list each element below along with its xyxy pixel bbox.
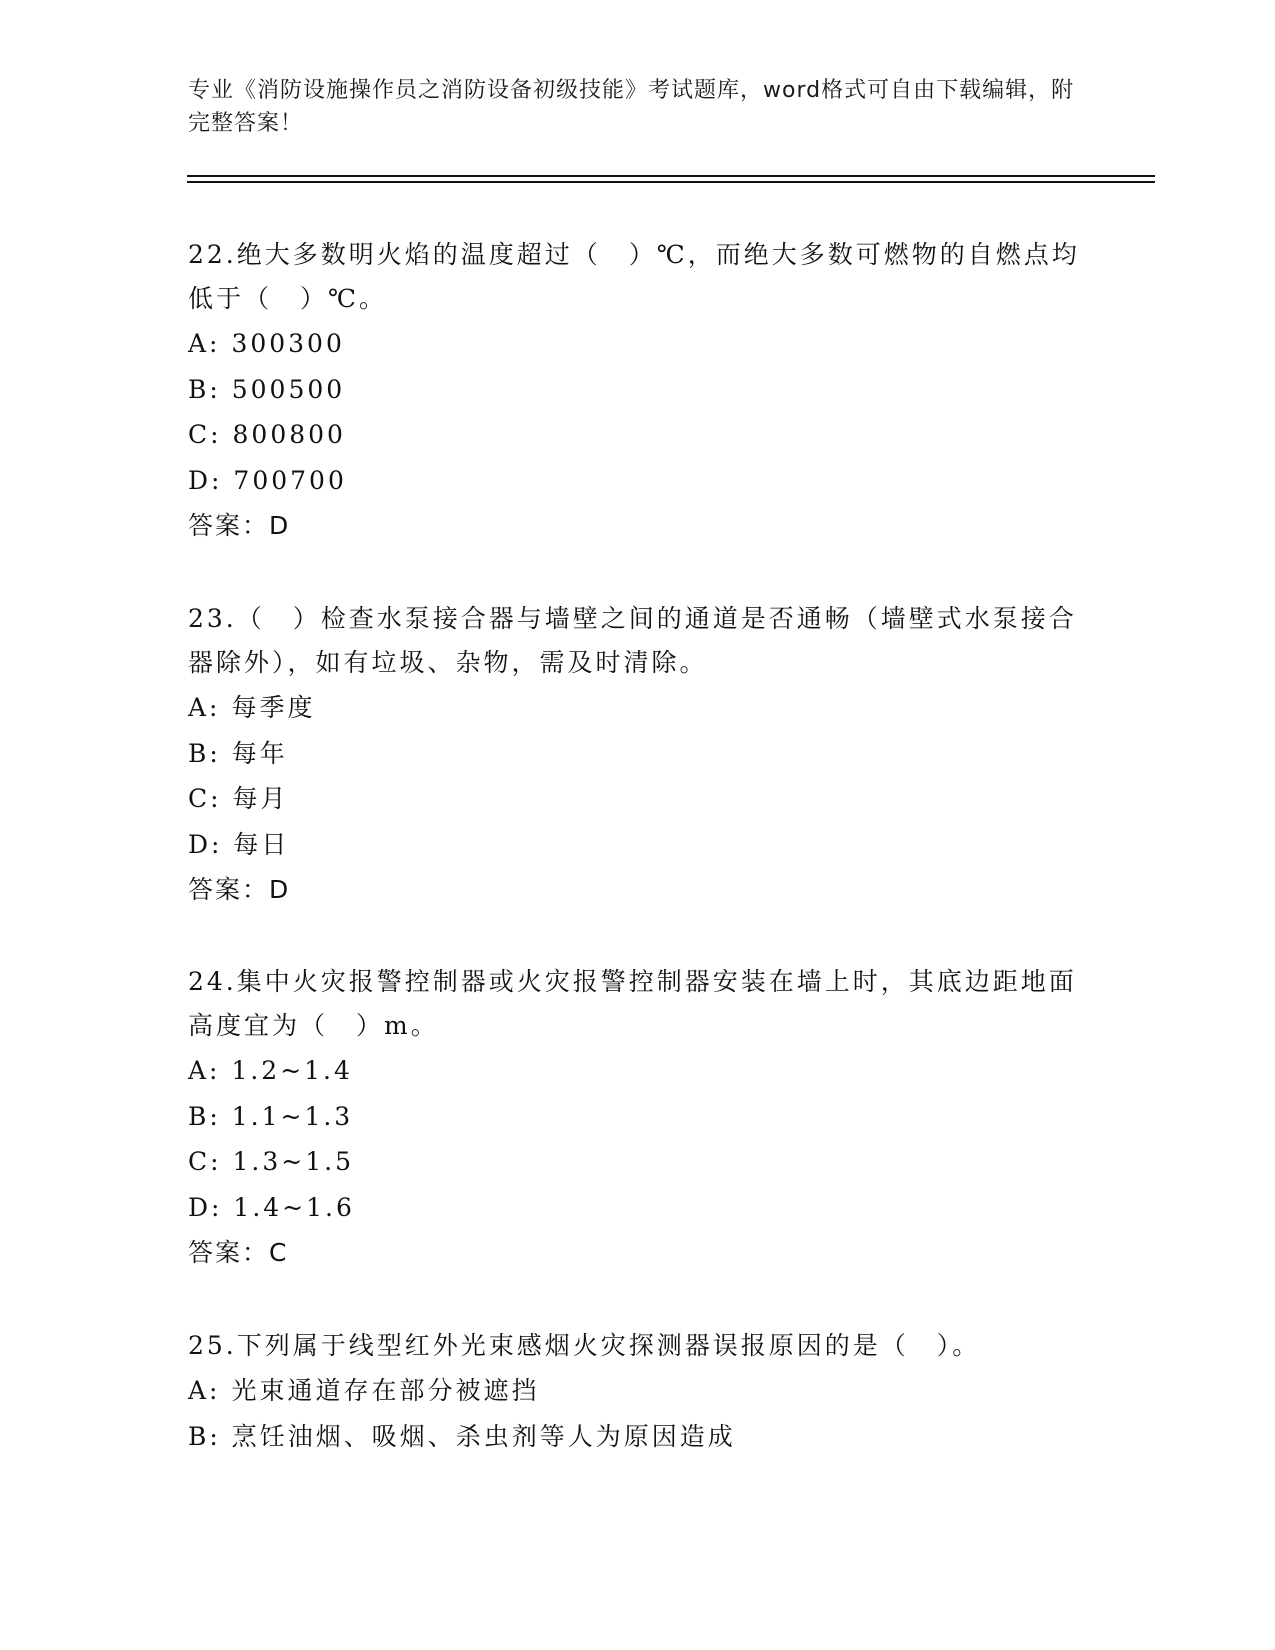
option-key: A: (188, 329, 221, 358)
option-a (188, 1368, 1088, 1414)
option-text: 500500 (231, 374, 346, 404)
option-key: C: (188, 1147, 222, 1176)
header-divider-bottom (187, 181, 1155, 183)
option-key: B: (188, 738, 221, 768)
option-c (188, 1139, 1088, 1185)
option-b (188, 731, 1088, 777)
option-d (188, 822, 1088, 868)
option-key: A: (188, 1376, 221, 1405)
option-d (188, 458, 1088, 504)
option-text: 每季度 (231, 693, 316, 722)
answer-line: 答案：C (188, 1238, 289, 1267)
answer-line: 答案：D (188, 511, 291, 540)
option-key: C: (188, 784, 222, 813)
option-d (188, 1185, 1088, 1231)
option-text: 烹饪油烟、吸烟、杀虫剂等人为原因造成 (231, 1421, 736, 1451)
option-text: 每年 (231, 738, 288, 768)
option-c (188, 776, 1088, 822)
answer-line: 答案：D (188, 875, 291, 904)
header-divider-top (187, 175, 1155, 177)
option-key: C: (188, 420, 222, 449)
option-a (188, 321, 1088, 367)
option-key: B: (188, 1101, 221, 1131)
option-key: B: (188, 374, 221, 404)
option-key: A: (188, 1056, 221, 1085)
question-23 (188, 597, 1088, 913)
question-22 (188, 233, 1088, 549)
question-25 (188, 1324, 1088, 1459)
option-b (188, 367, 1088, 413)
option-key: A: (188, 693, 221, 722)
option-b (188, 1094, 1088, 1140)
option-text: 光束通道存在部分被遮挡 (231, 1376, 540, 1405)
question-24 (188, 960, 1088, 1276)
option-b (188, 1414, 1088, 1460)
question-stem: 22.绝大多数明火焰的温度超过（ ）℃，而绝大多数可燃物的自燃点均低于（ ）℃。 (188, 240, 1080, 313)
option-a (188, 685, 1088, 731)
question-stem: 23.（ ）检查水泵接合器与墙壁之间的通道是否通畅（墙壁式水泵接合器除外），如有垃圾、杂物，需及时清除。 (188, 604, 1077, 677)
option-key: D: (188, 465, 223, 495)
option-text: 800800 (232, 420, 346, 449)
question-stem: 24.集中火灾报警控制器或火灾报警控制器安装在墙上时，其底边距地面高度宜为（ ）m。 (188, 967, 1077, 1040)
option-a (188, 1048, 1088, 1094)
option-c (188, 412, 1088, 458)
document-header: 专业《消防设施操作员之消防设备初级技能》考试题库，word格式可自由下载编辑，附完整答案！ (188, 78, 1075, 136)
option-text: 每日 (233, 829, 290, 859)
option-text: 1.4~1.6 (233, 1192, 355, 1222)
option-text: 300300 (231, 329, 345, 358)
option-text: 700700 (233, 465, 347, 495)
question-stem: 25.下列属于线型红外光束感烟火灾探测器误报原因的是（ ）。 (188, 1331, 981, 1360)
option-text: 每月 (232, 784, 289, 813)
option-key: D: (188, 1192, 223, 1222)
option-key: D: (188, 829, 223, 859)
option-text: 1.3~1.5 (232, 1147, 354, 1176)
option-key: B: (188, 1421, 221, 1451)
option-text: 1.2~1.4 (231, 1056, 353, 1085)
option-text: 1.1~1.3 (231, 1101, 354, 1131)
